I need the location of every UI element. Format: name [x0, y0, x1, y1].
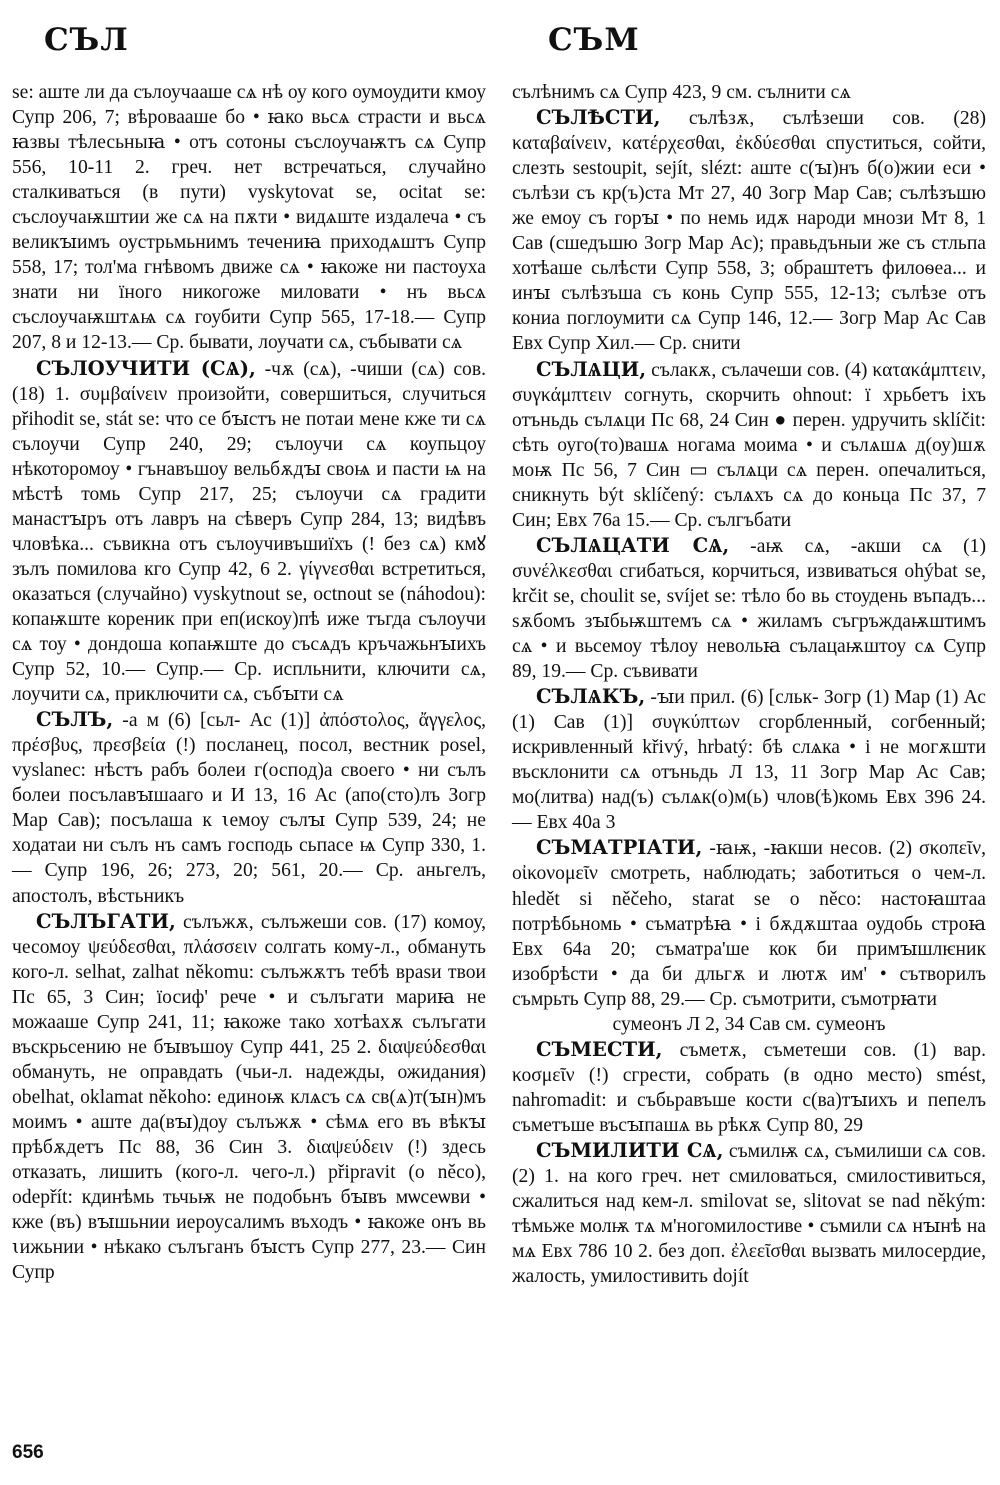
entry-continuation	[512, 80, 986, 105]
entry-continuation	[512, 1012, 986, 1037]
entry-headword: СЪМАТРІАТИ,	[536, 836, 703, 860]
entry-text: -аѭ сѧ, -акши сѧ (1) συνέλκεσθαι сгибаться, корчиться, извиваться ohýbat se, krčit se, choulit se, svíjet se: тѣло бо вь стоудень въпадъ... ѕѫбомъ зꙑбьѭштемъ сѧ • жиламъ съгръждаѭштимъ сѧ • и вьсемоу тѣлоу невольꙗ сълацаѭштоу сѧ Супр 89, 19.— Ср. съвивати	[512, 535, 987, 683]
entry-text: сълъжѫ, сълъжеши сов. (17) комоу, чесомоу ψεύδεσθαι, πλάσσειν солгать кому-л., обмануть кого-л. selhat, zalhat někomu: сълъжѫтъ тебѣ враѕи твои Пс 65, 3 Син; їосиф' рече • и сълъгати мариꙗ не можааше Супр 241, 11; ꙗкоже тако хотѣахѫ сълъгати въскрьсению не бꙑвъшоу Супр 441, 25 2. διαψεύδεσθαι обмануть, не оправдать (чьи-л. надежды, ожидания) obelhat, oklamat někoho: единоѭ клѧсъ сѧ св(ѧ)т(ꙑн)мъ моимъ • аште да(вꙑ)доу сълъжѫ • сѣмѧ его въ вѣкꙑ прѣбѫдетъ Пс 88, 36 Син 3. διαψεύδειν (!) здесь отказать, лишить (кого-л. чего-л.) připravit (o něco), odepřít: кдинѣмь тьчьѭ не подобьнъ бꙑвъ мѡсеѡви • кже (въ) вꙑшьнии иероусалимъ въходъ • ꙗкоже онъ вь ꙇижьнии • нѣкако сълъганъ бꙑстъ Супр 277, 23.— Син Супр	[12, 911, 486, 1284]
entry-text: -ꙑи прил. (6) [сльк- Зогр (1) Мар (1) Ас (1) Сав (1)] συγκύπτων сгорбленный, согбенный; искривленный křivý, hrbatý: бѣ слѧка • і не могѫшти въсклонити сѧ отъньдь Л 13, 11 Зогр Мар Ас Сав; мо(литва) над(ъ) сълѧк(о)м(ь) члов(ѣ)комь Евх 396 24.— Евх 40а 3	[512, 687, 986, 834]
entry-text: сълѣнимъ сѧ Супр 423, 9 см. сълнити сѧ	[512, 82, 851, 103]
running-head-left: СЪЛ	[44, 22, 129, 58]
entry-text: съметѫ, съметеши сов. (1) вар. κοσμεῖν (!) сгрести, собрать (в одно место) smést, nahromadit: и събьравъше кости с(ва)тꙑихъ и пепелъ съметъше въсꙑпашѧ вь рѣкѫ Супр 80, 29	[512, 1039, 986, 1136]
entry-headword: СЪЛѢСТИ,	[536, 106, 661, 130]
dictionary-entry	[512, 684, 986, 835]
entry-text: съмилѭ сѧ, съмилиши сѧ сов. (2) 1. на кого греч. нет смиловаться, смилостивиться, сжалиться над кем-л. smilovat se, slitovat se nad někým: тѣмьже молѭ тѧ м'ногомилостиве • съмили сѧ нꙑнѣ на мѧ Евх 786 10 2. без доп. ἐλεεῖσθαι вызвать милосердие, жалость, умилостивить dojít	[512, 1140, 987, 1288]
dictionary-entry	[512, 1138, 986, 1289]
entry-headword: СЪМЕСТИ,	[536, 1037, 663, 1061]
entry-continuation	[12, 80, 486, 356]
dictionary-entry	[12, 356, 486, 708]
dictionary-entry	[512, 1037, 986, 1138]
entry-text: сълѣзѫ, сълѣзеши сов. (28) καταβαίνειν, κατέρχεσθαι, ἐκδύεσθαι спуститься, сойти, слезть sestoupit, sejít, slézt: аште с(ꙑ)нъ б(о)жии еси • сълѣзи съ кр(ъ)ста Мт 27, 40 Зогр Мар Сав; сълѣзъшю же емоу съ горꙑ • по немь идѫ народи мнози Мт 8, 1 Сав (сшедъшю Зогр Мар Ас); правьдъныи же съ стльпа хотѣаше сьлѣсти Супр 558, 3; обраштетъ филоѳеа... и инꙑ сълѣзъша съ конь Супр 555, 12-13; сълѣзе отъ кониа поглоумити сѧ Супр 146, 12.— Зогр Мар Ас Сав Евх Супр Хил.— Ср. снити	[512, 108, 986, 355]
entry-text: se: аште ли да сълоучааше сѧ нѣ оу кого оумоудити кмоу Супр 206, 7; вѣровааше бо • ꙗко вьсѧ страсти и вьсѧ ꙗзвы тѣлесьныꙗ • отъ сотоны съслоучаѭтъ сѧ Супр 556, 10-11 2. греч. нет встречаться, случайно сталкиваться (в пути) vyskytovat se, ocitat se: съслоучаѭштии же сѧ на пѫти • видѧште издалеча • съ великꙑимъ оустрьмьнимъ течениꙗ приходѧштъ Супр 558, 17; тол'ма гнѣвомъ движе сѧ • ꙗкоже ни пастоуха знати ни їного никогоже миловати • нъ вьсѧ съслоучаѭштѧѩ сѧ гоубити Супр 565, 17-18.— Супр 207, 8 и 12-13.— Ср. бывати, лоучати сѧ, събывати сѧ	[12, 82, 486, 354]
dictionary-entry	[512, 105, 986, 356]
running-head-right: СЪМ	[548, 22, 640, 58]
entry-text: сумеонъ Л 2, 34 Сав см. сумеонъ	[612, 1013, 886, 1035]
entry-text: -чѫ (сѧ), -чиши (сѧ) сов. (18) 1. συμβαίνειν произойти, совершиться, случиться přihodit se, stát se: что се бꙑстъ не потаи мене кже ти сѧ сълоучи Супр 240, 29; сълоучи сѧ коупьцоу нѣкоторомоу • гънавъшоу вельбѫдꙑ своѩ и пасти ѩ на мѣстѣ томь Супр 217, 25; сълоучи сѧ градити манастꙑръ отъ лавръ на сѣверъ Супр 284, 13; видѣвъ чловѣка... съвикна отъ сълоучивъшиїхъ (! без сѧ) кмꙋ зълъ помилова кго Супр 42, 6 2. γίγνεσθαι встретиться, оказаться (случайно) vyskytnout se, octnout se (náhodou): копаѭште кореник при еп(искоу)пѣ иже тъгда сълоучи сѧ тоу • дондоша копаѭште до съсѧдъ кръчажьнꙑихъ Супр 52, 10.— Супр.— Ср. испльнити, ключити сѧ, лоучити сѧ, приключити сѧ, събꙑти сѧ	[12, 358, 487, 706]
entry-headword: СЪМИЛИТИ СѦ,	[536, 1138, 724, 1162]
entry-headword: СЪЛѦКЪ,	[536, 685, 646, 709]
entry-headword: СЪЛОУЧИТИ (СѦ),	[36, 356, 256, 380]
right-column	[512, 80, 986, 1289]
entry-text: сълакѫ, сълачеши сов. (4) κατακάμπτειν, συγκάμπτειν согнуть, скорчить ohnout: ї хрьбетъ іхъ отъньдь сълѧци Пс 68, 24 Син ● перен. удручить sklíčit: сѣть оуго(то)вашѧ ногама моима • и сълѧшѧ д(оу)шѫ моѭ Пс 56, 7 Син ▭ сълѧци сѧ перен. опечалиться, сникнуть být sklíčený: сълѧхъ сѧ до коньца Пс 37, 7 Син; Евх 76а 15.— Ср. сългъбати	[512, 359, 986, 531]
dictionary-entry	[512, 835, 986, 1011]
entry-headword: СЪЛЪ,	[36, 708, 114, 732]
left-column	[12, 80, 486, 1285]
dictionary-entry	[12, 909, 486, 1286]
entry-text: -а м (6) [сьл- Ас (1)] ἀπόστολος, ἄγγελος, πρέσβυς, πρεσβεία (!) посланец, посол, вестник posel, vyslanec: нѣстъ рабъ болеи г(оспод)а своего • ни сълъ болеи посълавꙑшааго и И 13, 16 Ас (апо(сто)лъ Зогр Мар Сав); посълаша к ꙇемоу сълꙑ Супр 539, 24; не ходатаи ни сълъ нъ самъ господь сьпасе ѩ Супр 330, 1.— Супр 196, 26; 273, 20; 561, 20.— Ср. аньгелъ, апостолъ, вѣстьникъ	[12, 710, 486, 907]
entry-text: -ꙗѭ, -ꙗкши несов. (2) σκοπεῖν, οἰκονομεῖν смотреть, наблюдать; заботиться о чем-л. hledět si něčeho, starat se o něco: настоꙗштаа потрѣбьномь • съматрѣꙗ • і бѫдѫштаа оудобь строꙗ Евх 64а 20; съматра'ше кок би примꙑшлѥник изобрѣсти • да би дльгѫ и лютѫ им' • сътворилъ съмрьть Супр 88, 29.— Ср. съмотрити, съмотрꙗти	[512, 838, 986, 1010]
dictionary-entry	[512, 357, 986, 533]
page-number: 656	[12, 1442, 44, 1463]
entry-headword: СЪЛѦЦАТИ СѦ,	[536, 533, 730, 557]
dictionary-entry	[512, 533, 986, 684]
entry-headword: СЪЛЪГАТИ,	[36, 909, 176, 933]
entry-headword: СЪЛѦЦИ,	[536, 357, 647, 381]
dictionary-entry	[12, 707, 486, 908]
